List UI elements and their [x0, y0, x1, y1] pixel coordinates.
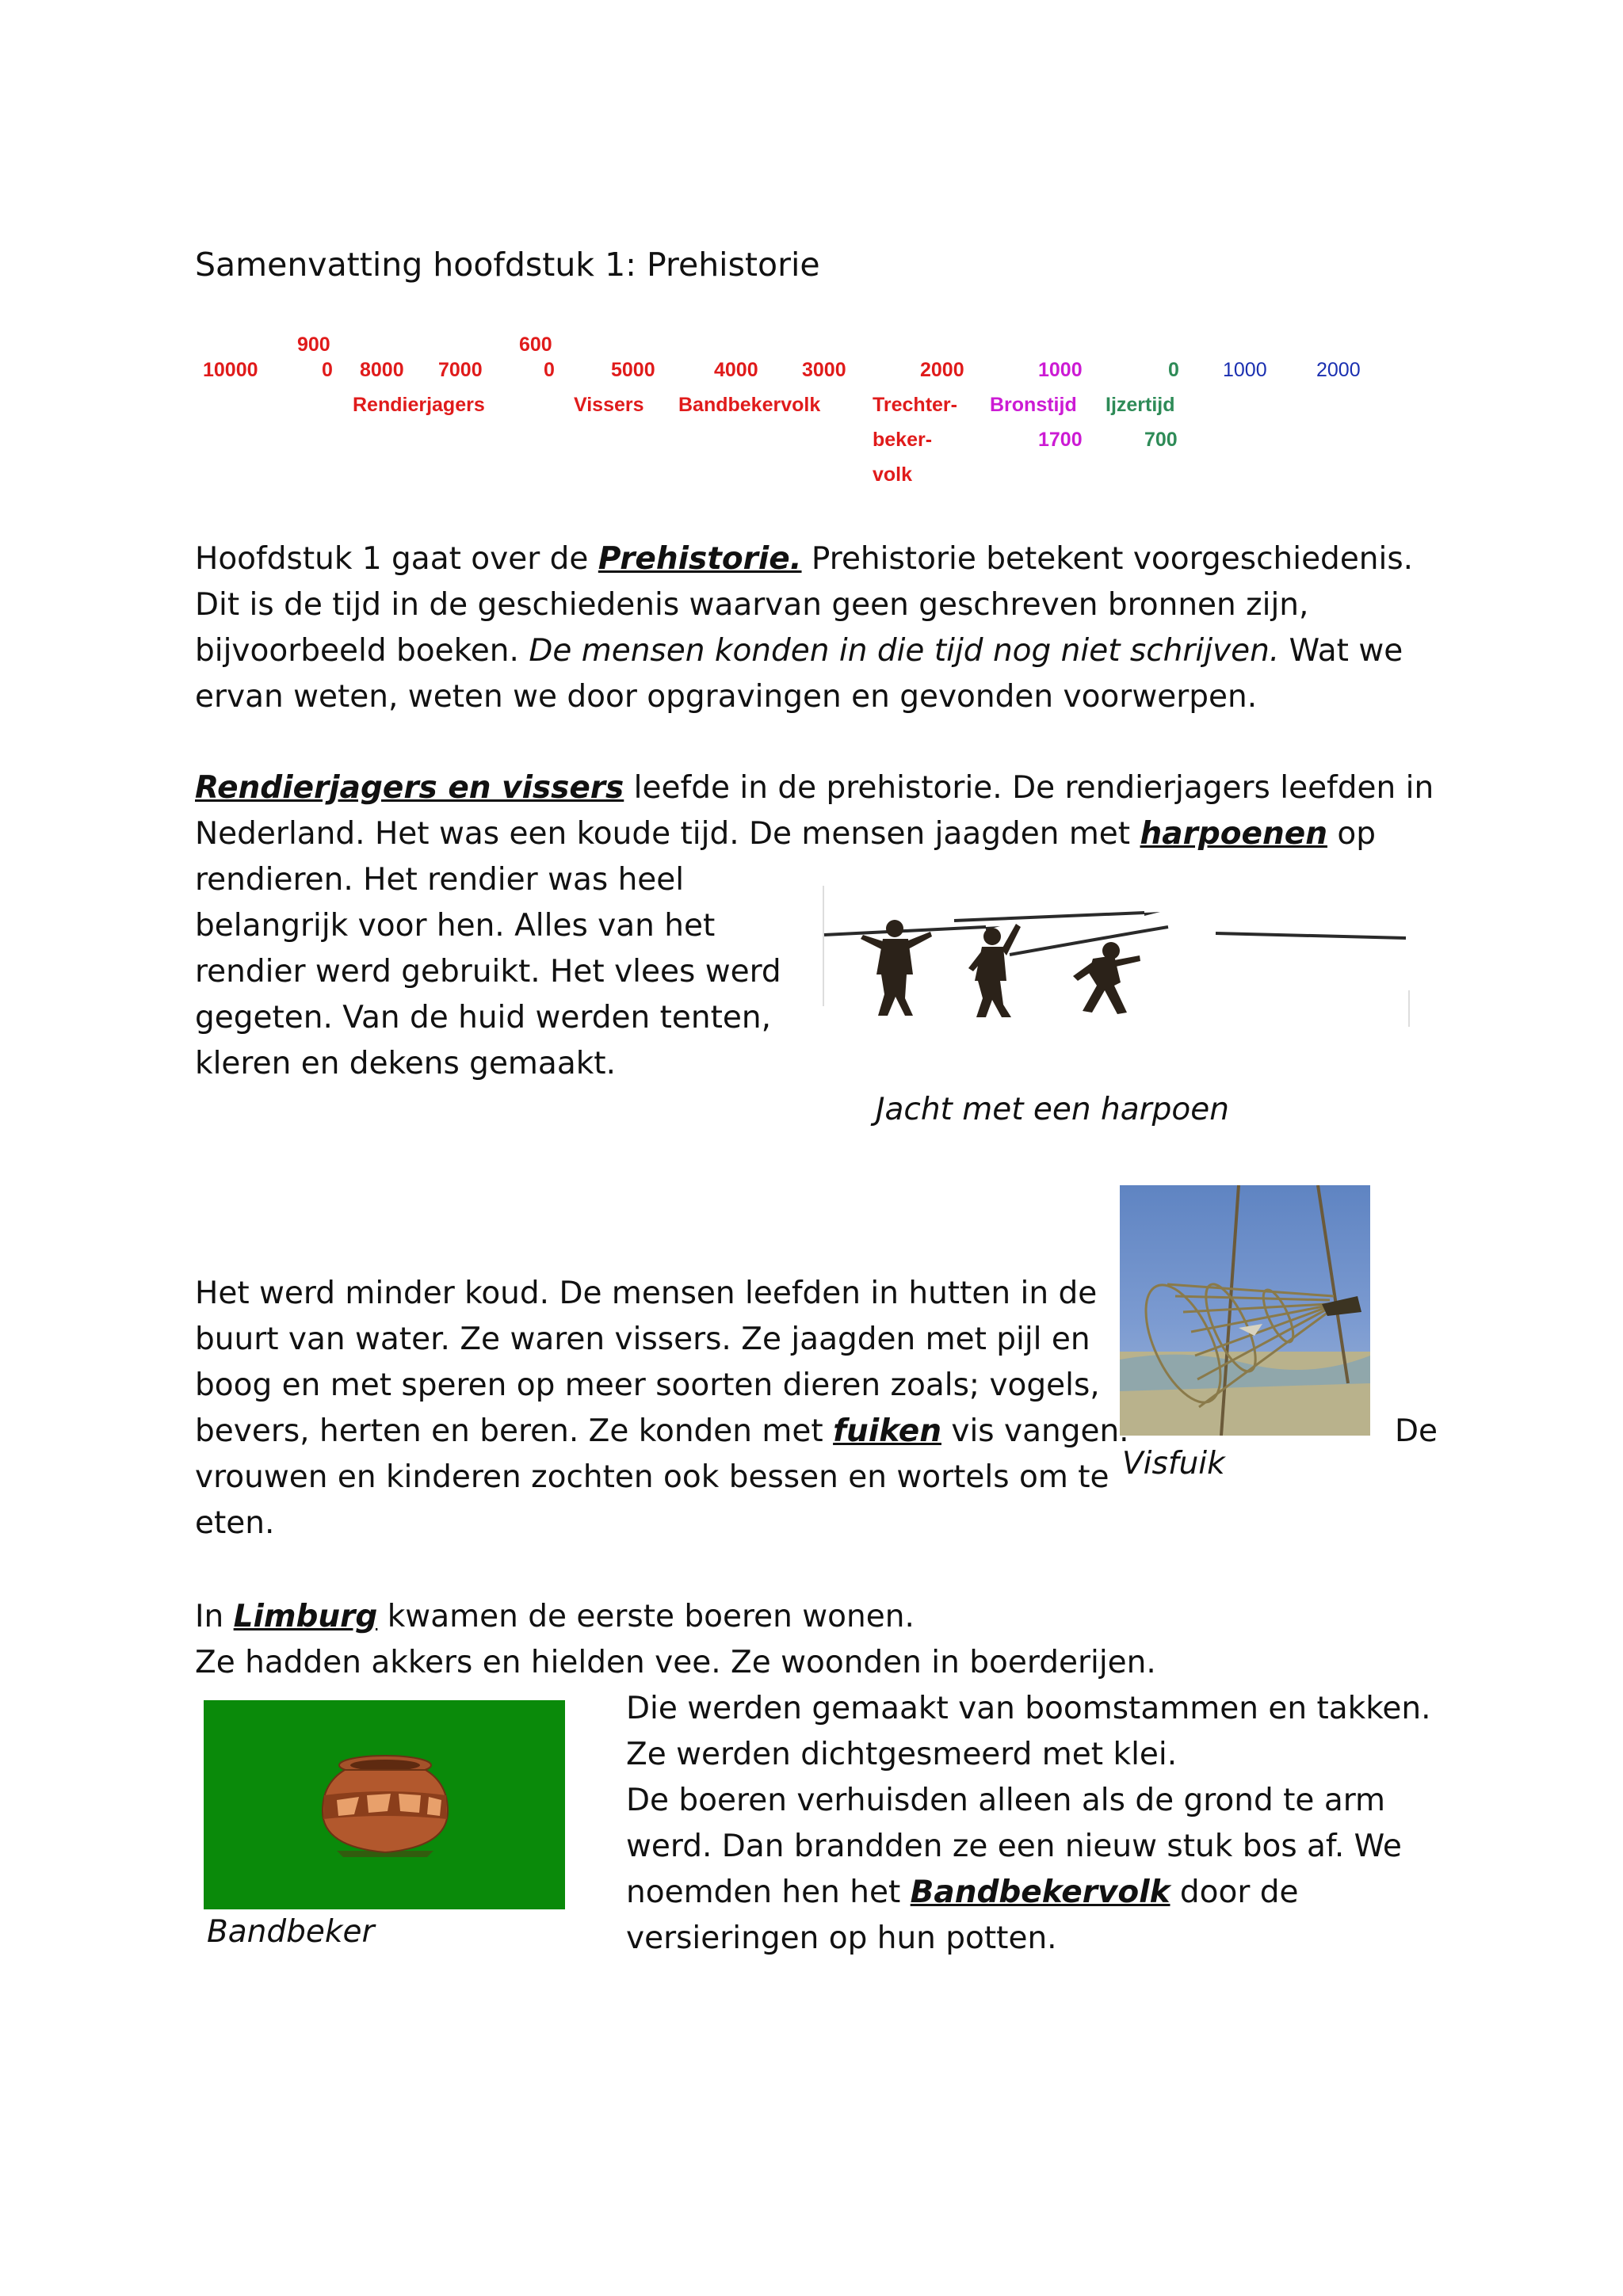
keyword-harpoenen: harpoenen: [1140, 816, 1327, 852]
keyword-fuiken: fuiken: [833, 1413, 941, 1449]
vissers-paragraph: Het werd minder koud. De mensen leefden in hutten in de buurt van water. Ze waren vissers. Ze jaagden met pijl en boog en met speren op meer soorten dieren zoals; vogels, bevers, herten en beren. Ze konden met fuiken vis vangen. vrouwen en kinderen zochten ook bessen en wortels om te eten.: [195, 1276, 1129, 1541]
timeline-year-7000: 7000: [438, 359, 483, 381]
timeline-year-4000: 4000: [714, 359, 758, 381]
timeline-year-ad2000: 2000: [1316, 359, 1361, 381]
timeline-period-vissers: Vissers: [574, 394, 644, 416]
visfuik-image: [1120, 1185, 1370, 1436]
timeline-year-3000: 3000: [802, 359, 846, 381]
caption-jacht-met-harpoen: Jacht met een harpoen: [876, 1092, 1230, 1127]
timeline-period-trechterbekervolk-2: beker-: [873, 429, 933, 451]
timeline-year-700: 700: [1144, 429, 1178, 451]
intro-paragraph: Hoofdstuk 1 gaat over de Prehistorie. Prehistorie betekent voorgeschiedenis. Dit is de tijd in de geschiedenis waarvan geen geschreven bronnen zijn, bijvoorbeeld boeken. De mensen konden in die tijd nog niet schrijven. Wat we ervan weten, weten we door opgravingen en gevonden voorwerpen.: [195, 541, 1414, 715]
timeline-period-trechterbekervolk-3: volk: [873, 463, 913, 486]
vissers-line-end: De: [1395, 1413, 1438, 1449]
timeline-year-1700: 1700: [1038, 429, 1083, 451]
bandbeker-image: [204, 1700, 565, 1909]
timeline-year-8000: 8000: [360, 359, 404, 381]
page-title: Samenvatting hoofdstuk 1: Prehistorie: [195, 246, 820, 284]
timeline-period-bronstijd: Bronstijd: [990, 394, 1077, 416]
timeline-year-10000: 10000: [203, 359, 258, 381]
harpoon-hunting-image: [819, 879, 1414, 1028]
timeline-period-bandbekervolk: Bandbekervolk: [678, 394, 821, 416]
timeline-year-600: 600: [519, 334, 552, 356]
keyword-limburg: Limburg: [233, 1599, 378, 1634]
timeline-period-rendierjagers: Rendierjagers: [353, 394, 485, 416]
timeline-period-trechterbekervolk-1: Trechter-: [873, 394, 957, 416]
boeren-intro-paragraph: In Limburg kwamen de eerste boeren wonen. Ze hadden akkers en hielden vee. Ze woonden in boerderijen.: [195, 1599, 1156, 1680]
keyword-bandbekervolk: Bandbekervolk: [910, 1875, 1170, 1910]
timeline-year-900: 900: [297, 334, 330, 356]
keyword-prehistorie: Prehistorie.: [598, 541, 802, 577]
timeline-year-0c: 0: [1168, 359, 1179, 381]
timeline-year-0a: 0: [322, 359, 333, 381]
timeline-year-5000: 5000: [611, 359, 655, 381]
timeline-year-2000: 2000: [920, 359, 964, 381]
caption-visfuik: Visfuik: [1122, 1446, 1225, 1482]
timeline-period-ijzertijd: Ijzertijd: [1106, 394, 1175, 416]
timeline-year-ad1000: 1000: [1223, 359, 1267, 381]
keyword-rendierjagers-en-vissers: Rendierjagers en vissers: [195, 770, 624, 806]
timeline-year-0b: 0: [544, 359, 555, 381]
boeren-paragraph: Die werden gemaakt van boomstammen en takken. Ze werden dichtgesmeerd met klei. De boeren verhuisden alleen als de grond te arm werd. Dan brandden ze een nieuw stuk bos af. We noemden hen het Bandbekervolk door de versieringen op hun potten.: [626, 1691, 1431, 1956]
caption-bandbeker: Bandbeker: [207, 1914, 375, 1950]
rendierjagers-paragraph: Rendierjagers en vissers leefde in de prehistorie. De rendierjagers leefden in Nederland. Het was een koude tijd. De mensen jaagden met harpoenen op rendieren. Het rendier was heel belangrijk voor hen. Alles van het rendier werd gebruikt. Het vlees werd gegeten. Van de huid werden tenten, kleren en dekens gemaakt.: [195, 770, 1434, 1081]
timeline-year-1000: 1000: [1038, 359, 1083, 381]
